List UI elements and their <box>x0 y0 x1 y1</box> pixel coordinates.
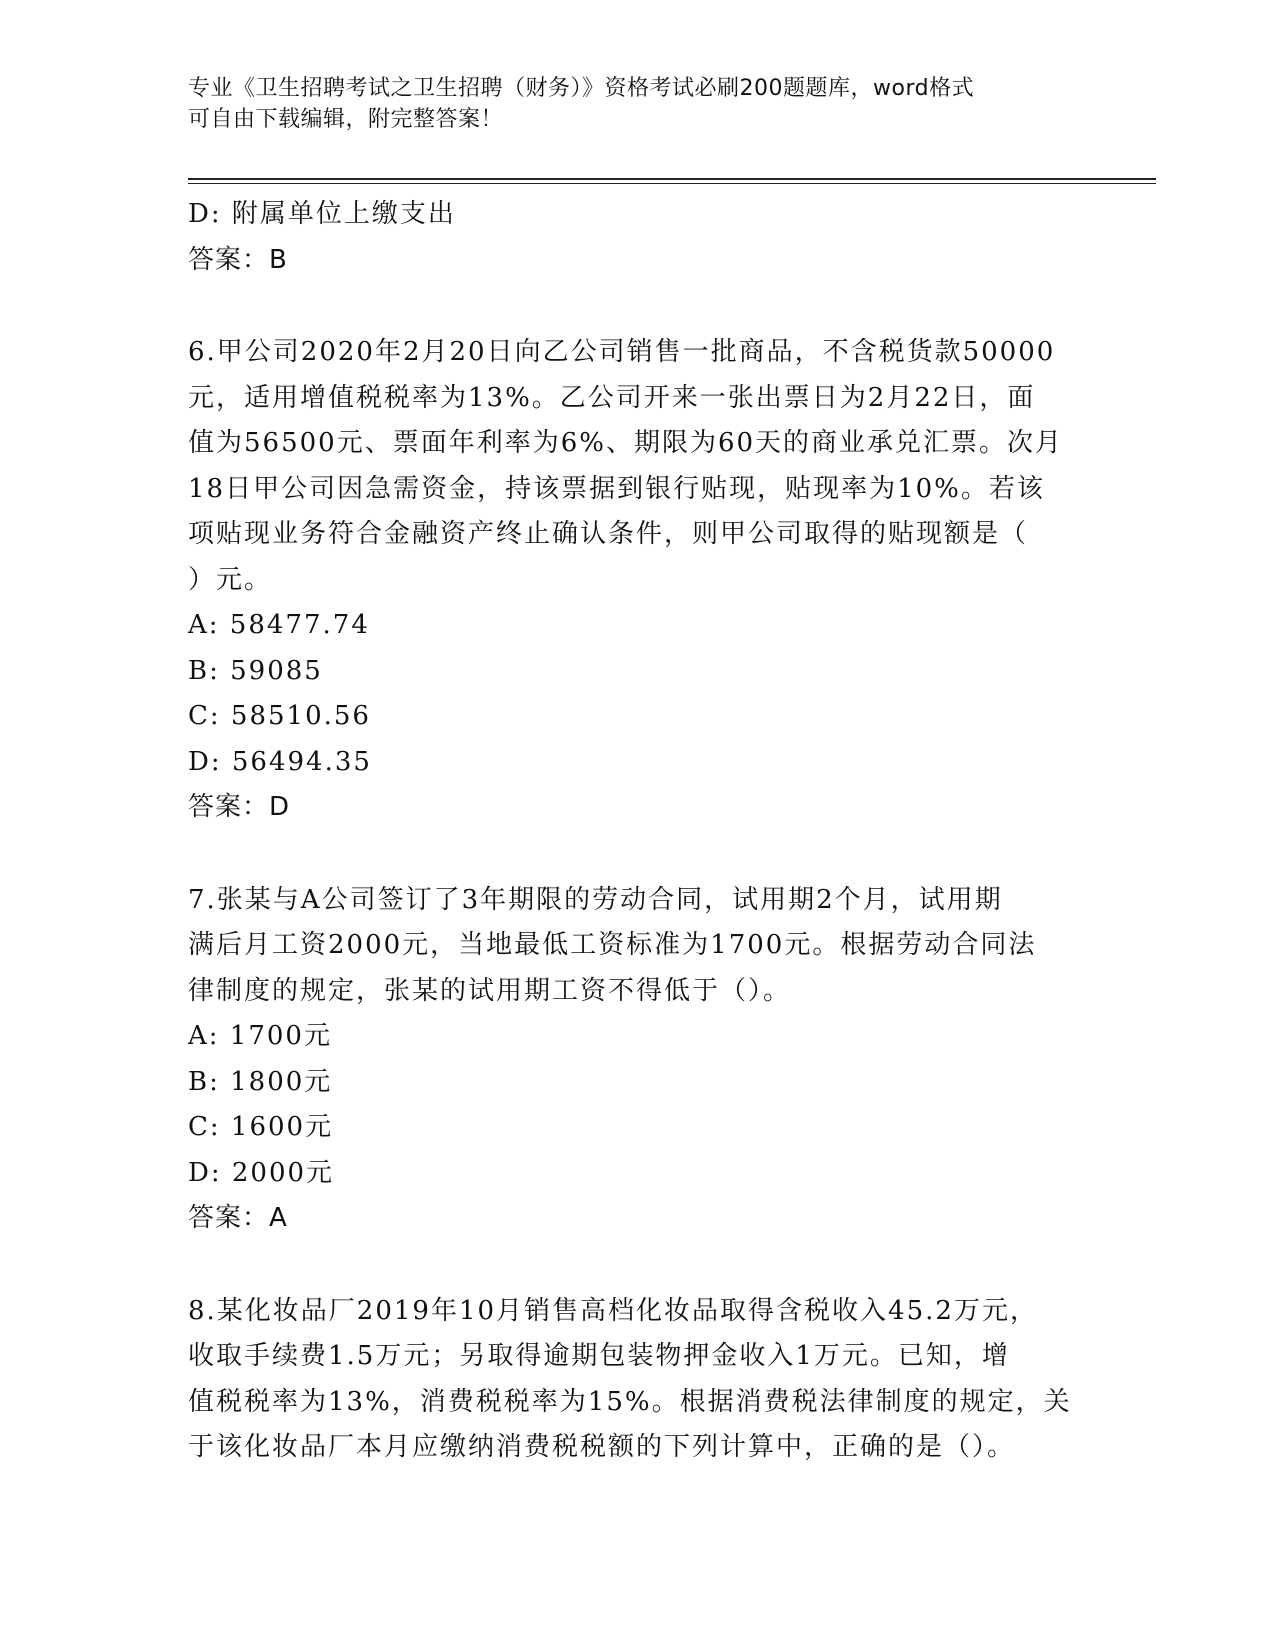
question-line: 项贴现业务符合金融资产终止确认条件，则甲公司取得的贴现额是（ <box>188 519 1029 549</box>
question-line: 律制度的规定，张某的试用期工资不得低于（）。 <box>188 975 792 1006</box>
option-a: A: 58477.74 <box>188 610 370 640</box>
question-8 <box>188 1289 1088 1471</box>
question-line: 值为56500元、票面年利率为6%、期限为60天的商业承兑汇票。次月 <box>188 428 1064 458</box>
question-line: 收取手续费1.5万元；另取得逾期包装物押金收入1万元。已知，增 <box>188 1341 1010 1371</box>
option-b: B: 59085 <box>188 655 323 686</box>
answer-line: 答案：D <box>188 792 291 822</box>
question-line: 6.甲公司2020年2月20日向乙公司销售一批商品，不含税货款50000 <box>188 337 1056 367</box>
option-c: C: 1600元 <box>188 1112 334 1142</box>
answer-line: 答案：B <box>188 244 288 275</box>
header-divider-thin <box>188 183 1156 184</box>
question-7 <box>188 878 1088 1242</box>
question-line: 值税税率为13%，消费税税率为15%。根据消费税法律制度的规定，关 <box>188 1386 1072 1417</box>
option-d: D: 2000元 <box>188 1157 335 1188</box>
option-d: D: 附属单位上缴支出 <box>188 199 456 229</box>
header-line-1: 专业《卫生招聘考试之卫生招聘（财务）》资格考试必刷200题题库，word格式 <box>188 76 975 101</box>
option-b: B: 1800元 <box>188 1066 333 1097</box>
question-line: 8.某化妆品厂2019年10月销售高档化妆品取得含税收入45.2万元， <box>188 1295 1038 1326</box>
question-6 <box>188 330 1088 831</box>
spacer <box>188 1242 1088 1289</box>
option-a: A: 1700元 <box>188 1021 332 1051</box>
option-d: D: 56494.35 <box>188 746 372 777</box>
answer-line: 答案：A <box>188 1203 288 1233</box>
spacer <box>188 283 1088 330</box>
prev-question-tail <box>188 192 1088 283</box>
header-divider-thick <box>188 178 1156 180</box>
question-line: 元，适用增值税税率为13%。乙公司开来一张出票日为2月22日，面 <box>188 382 1036 413</box>
question-line: 于该化妆品厂本月应缴纳消费税税额的下列计算中，正确的是（）。 <box>188 1432 1016 1462</box>
document-body <box>188 192 1088 1471</box>
question-line: 满后月工资2000元，当地最低工资标准为1700元。根据劳动合同法 <box>188 930 1037 960</box>
spacer <box>188 831 1088 878</box>
question-line: 18日甲公司因急需资金，持该票据到银行贴现，贴现率为10%。若该 <box>188 473 1045 504</box>
document-header <box>188 73 1068 135</box>
option-c: C: 58510.56 <box>188 701 371 731</box>
question-line: ）元。 <box>188 564 273 595</box>
header-line-2: 可自由下载编辑，附完整答案！ <box>188 107 504 132</box>
question-line: 7.张某与A公司签订了3年期限的劳动合同，试用期2个月，试用期 <box>188 884 1003 915</box>
